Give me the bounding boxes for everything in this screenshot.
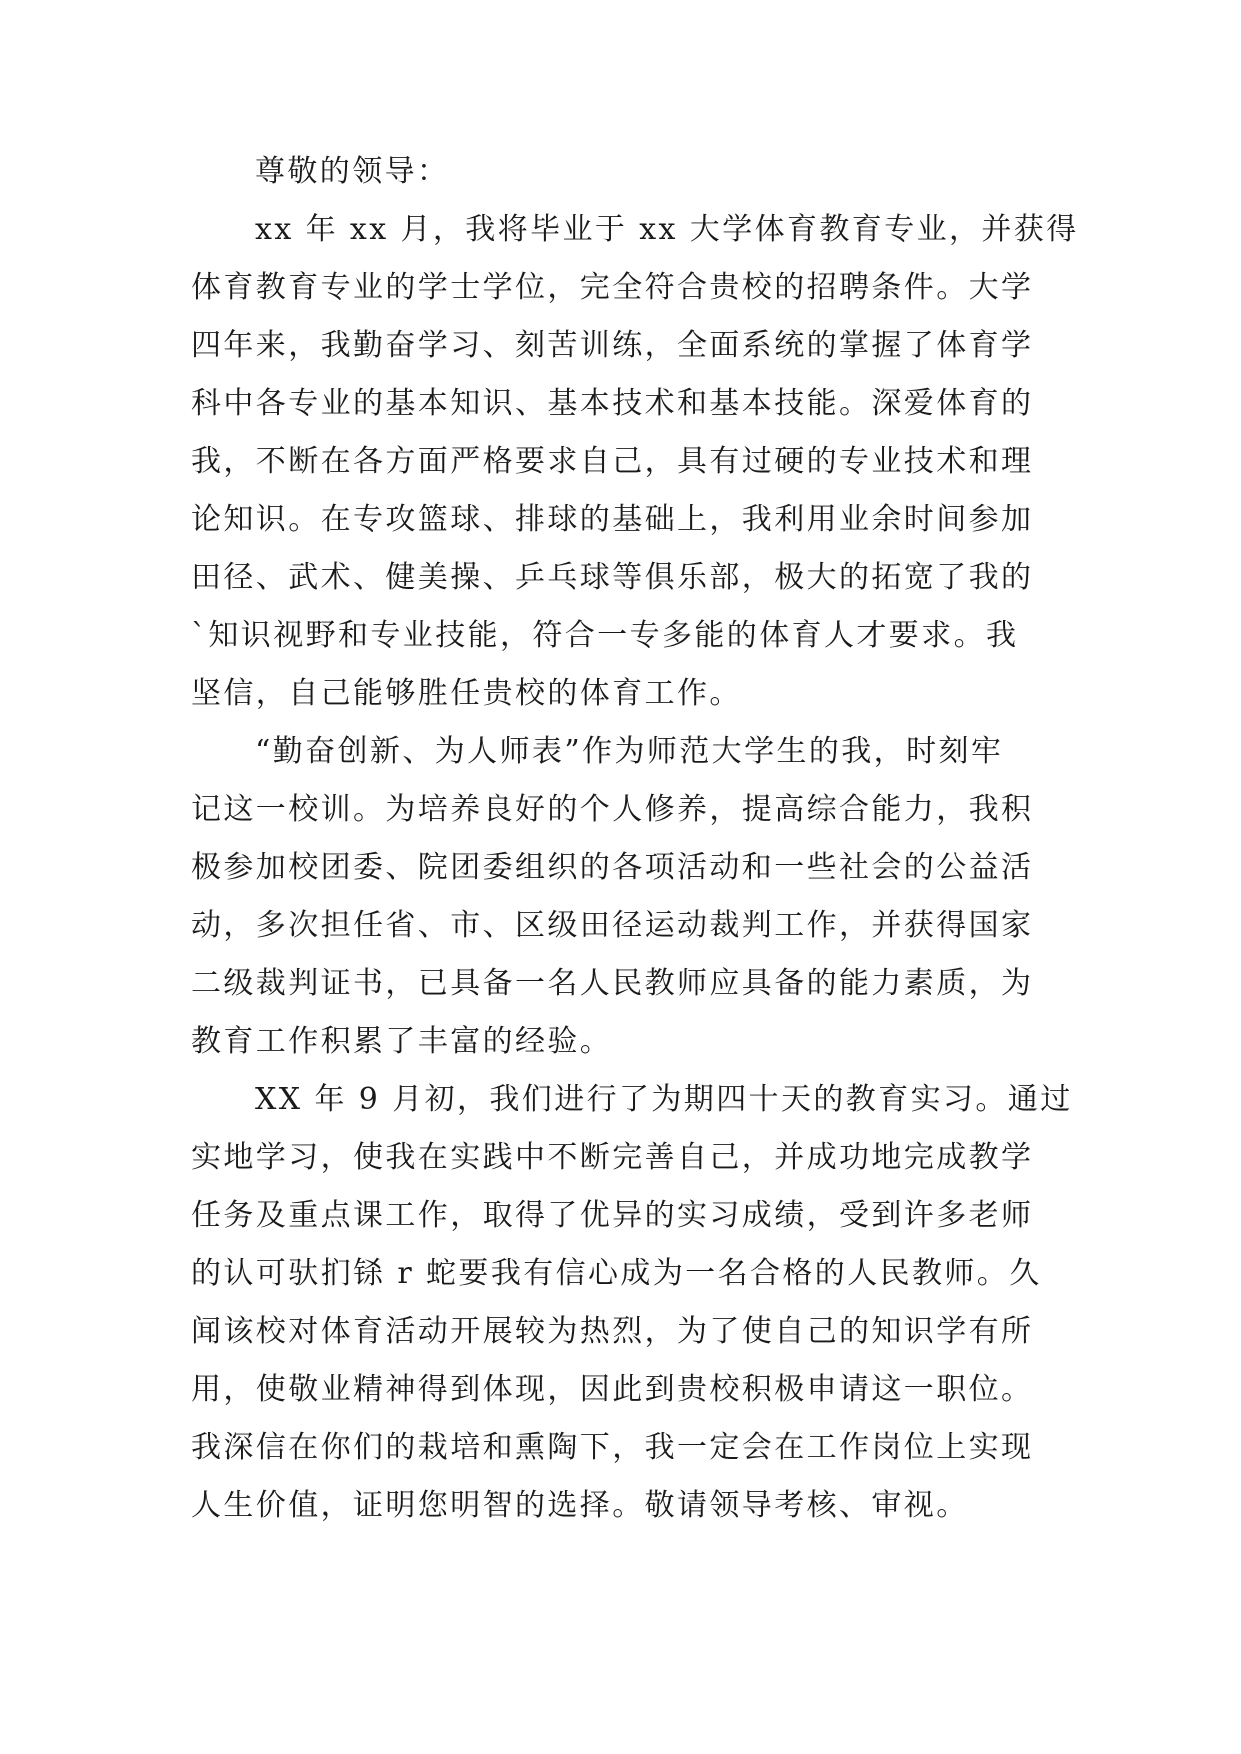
- text-line: 人生价值，证明您明智的选择。敬请领导考核、审视。: [191, 1488, 969, 1523]
- text-line: 任务及重点课工作，取得了优异的实习成绩，受到许多老师: [191, 1198, 1034, 1233]
- text-line: 体育教育专业的学士学位，完全符合贵校的招聘条件。大学: [191, 270, 1034, 305]
- text-line: 坚信，自己能够胜任贵校的体育工作。: [191, 676, 742, 711]
- text-line: 用，使敬业精神得到体现，因此到贵校积极申请这一职位。: [191, 1372, 1034, 1407]
- text-line: 闻该校对体育活动开展较为热烈，为了使自己的知识学有所: [191, 1314, 1034, 1349]
- salutation: 尊敬的领导：: [255, 154, 450, 189]
- text-line: 我深信在你们的栽培和熏陶下，我一定会在工作岗位上实现: [191, 1430, 1034, 1465]
- text-line: 实地学习，使我在实践中不断完善自己，并成功地完成教学: [191, 1140, 1034, 1175]
- text-line: XX 年 9 月初，我们进行了为期四十天的教育实习。通过: [255, 1082, 1073, 1117]
- text-line: 二级裁判证书，已具备一名人民教师应具备的能力素质，为: [191, 966, 1034, 1001]
- text-line: `知识视野和专业技能，符合一专多能的体育人才要求。我: [191, 618, 1019, 653]
- text-line: 教育工作积累了丰富的经验。: [191, 1024, 613, 1059]
- text-line: xx 年 xx 月，我将毕业于 xx 大学体育教育专业，并获得: [255, 212, 1079, 247]
- text-line: 四年来，我勤奋学习、刻苦训练，全面系统的掌握了体育学: [191, 328, 1034, 363]
- text-line: 的认可驮扪铩 r 蛇要我有信心成为一名合格的人民教师。久: [191, 1256, 1042, 1291]
- text-line: 我，不断在各方面严格要求自己，具有过硬的专业技术和理: [191, 444, 1034, 479]
- text-line: 科中各专业的基本知识、基本技术和基本技能。深爱体育的: [191, 386, 1034, 421]
- text-line: 论知识。在专攻篮球、排球的基础上，我利用业余时间参加: [191, 502, 1034, 537]
- text-line: “勤奋创新、为人师表”作为师范大学生的我，时刻牢: [255, 734, 1004, 769]
- text-line: 动，多次担任省、市、区级田径运动裁判工作，并获得国家: [191, 908, 1034, 943]
- text-line: 记这一校训。为培养良好的个人修养，提高综合能力，我积: [191, 792, 1034, 827]
- text-line: 极参加校团委、院团委组织的各项活动和一些社会的公益活: [191, 850, 1034, 885]
- text-line: 田径、武术、健美操、乒乓球等俱乐部，极大的拓宽了我的: [191, 560, 1034, 595]
